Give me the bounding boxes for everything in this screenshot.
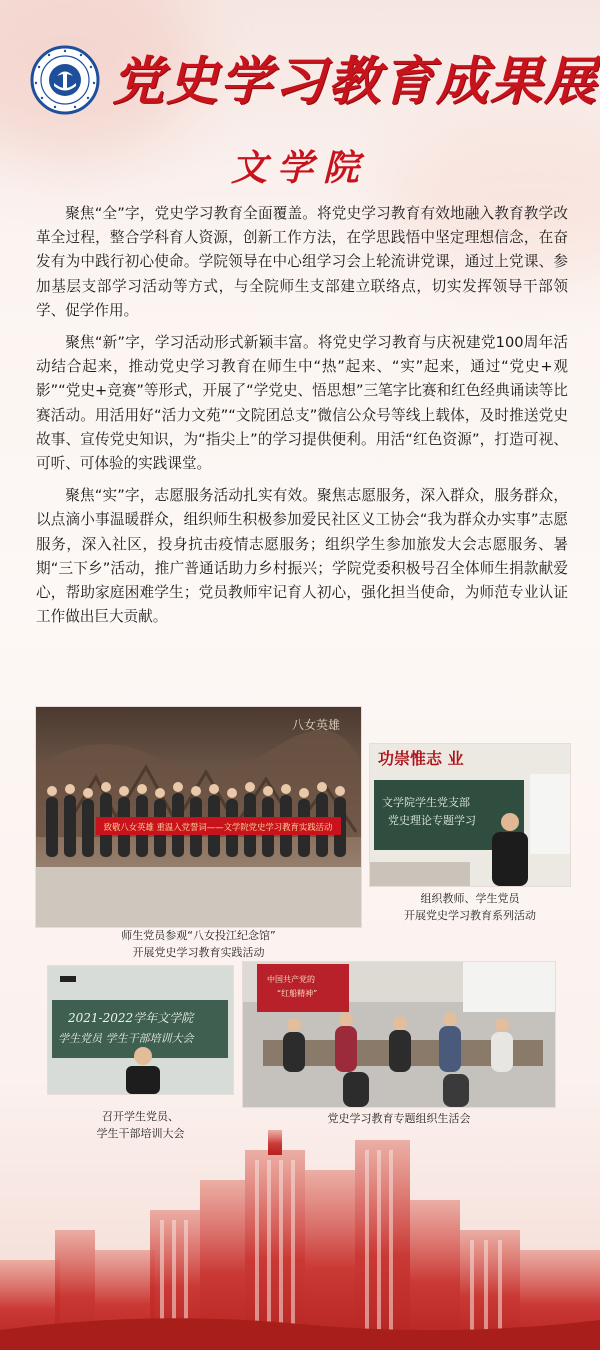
- page-title: 党史学习教育成果展: [112, 51, 599, 112]
- photo-training-meeting: [48, 966, 233, 1094]
- paragraph-quan: 聚焦“全”字，党史学习教育全面覆盖。将党史学习教育有效地融入教育教学改革全过程，整合学科育人资源，创新工作方法，在学思践悟中坚定理想信念，在奋发有为中践行初心使命。学院领导在中心组学习会上轮流讲党课，通过上党课、参加基层支部学习活动等方式，与全院师生支部建立联络点，切实发挥领导干部领学、促学作用。: [36, 205, 568, 319]
- caption-lecture: [370, 890, 570, 924]
- blackboard-line: 文学院学生党支部: [382, 796, 470, 809]
- paragraph-shi: 聚焦“实”字，志愿服务活动扎实有效。聚焦志愿服务，深入群众，服务群众，以点滴小事温暖群众，组织师生积极参加爱民社区义工协会“我为群众办实事”志愿服务，深入社区，投身抗击疫情志愿服务；组织学生参加旅发大会志愿服务、暑期“三下乡”活动，推广普通话助力乡村振兴；学院党委积极号召全体师生捐款献爱心，帮助家庭困难学生；党员教师牢记育人初心，强化担当使命，为师范专业认证工作做出巨大贡献。: [36, 487, 568, 626]
- paragraph-xin: 聚焦“新”字，学习活动形式新颖丰富。将党史学习教育与庆祝建党100周年活动结合起来，推动党史学习教育在师生中“热”起来、“实”起来，通过“党史+观影”“党史+竞赛”等形式，开展了“学党史、悟思想”三笔字比赛和红色经典诵读等比赛活动。用活用好“活力文苑”“文院团总支”微信公众号等线上载体，及时推送党史故事、宣传党史知识，为“指尖上”的学习提供便利。用活“红色资源”，打造可视、可听、可体验的实践课堂。: [36, 334, 568, 473]
- blackboard-line: 学生党员 学生干部培训大会: [58, 1032, 194, 1045]
- photo-organization-meeting: [243, 962, 555, 1107]
- caption-line: 学生干部培训大会: [96, 1127, 185, 1140]
- caption-line: 开展党史学习教育实践活动: [132, 946, 265, 959]
- department-subtitle: 文学院: [230, 147, 369, 189]
- university-seal-icon: [30, 45, 100, 115]
- wall-slogan: 功崇惟志 业: [378, 749, 464, 768]
- caption-line: 师生党员参观“八女投江纪念馆”: [121, 929, 276, 942]
- campus-building-silhouette: [0, 1110, 600, 1350]
- blackboard-line: 党史理论专题学习: [388, 814, 476, 827]
- caption-memorial-visit: [36, 927, 361, 961]
- caption-line: 开展党史学习教育系列活动: [404, 909, 536, 922]
- activity-banner: 致敬八女英雄 重温入党誓词——文学院党史学习教育实践活动: [103, 822, 333, 832]
- memorial-wall-label: 八女英雄: [292, 718, 341, 732]
- screen-line: 中国共产党的: [267, 975, 315, 984]
- photo-lecture: [370, 744, 570, 886]
- blackboard-line: 2021-2022学年文学院: [68, 1011, 194, 1025]
- body-text: [36, 202, 568, 637]
- photo-memorial-visit: [36, 707, 361, 927]
- caption-line: 党史学习教育专题组织生活会: [327, 1112, 471, 1125]
- screen-line: “红船精神”: [277, 989, 318, 998]
- caption-line: 召开学生党员、: [102, 1110, 179, 1123]
- caption-line: 组织教师、学生党员: [420, 892, 520, 905]
